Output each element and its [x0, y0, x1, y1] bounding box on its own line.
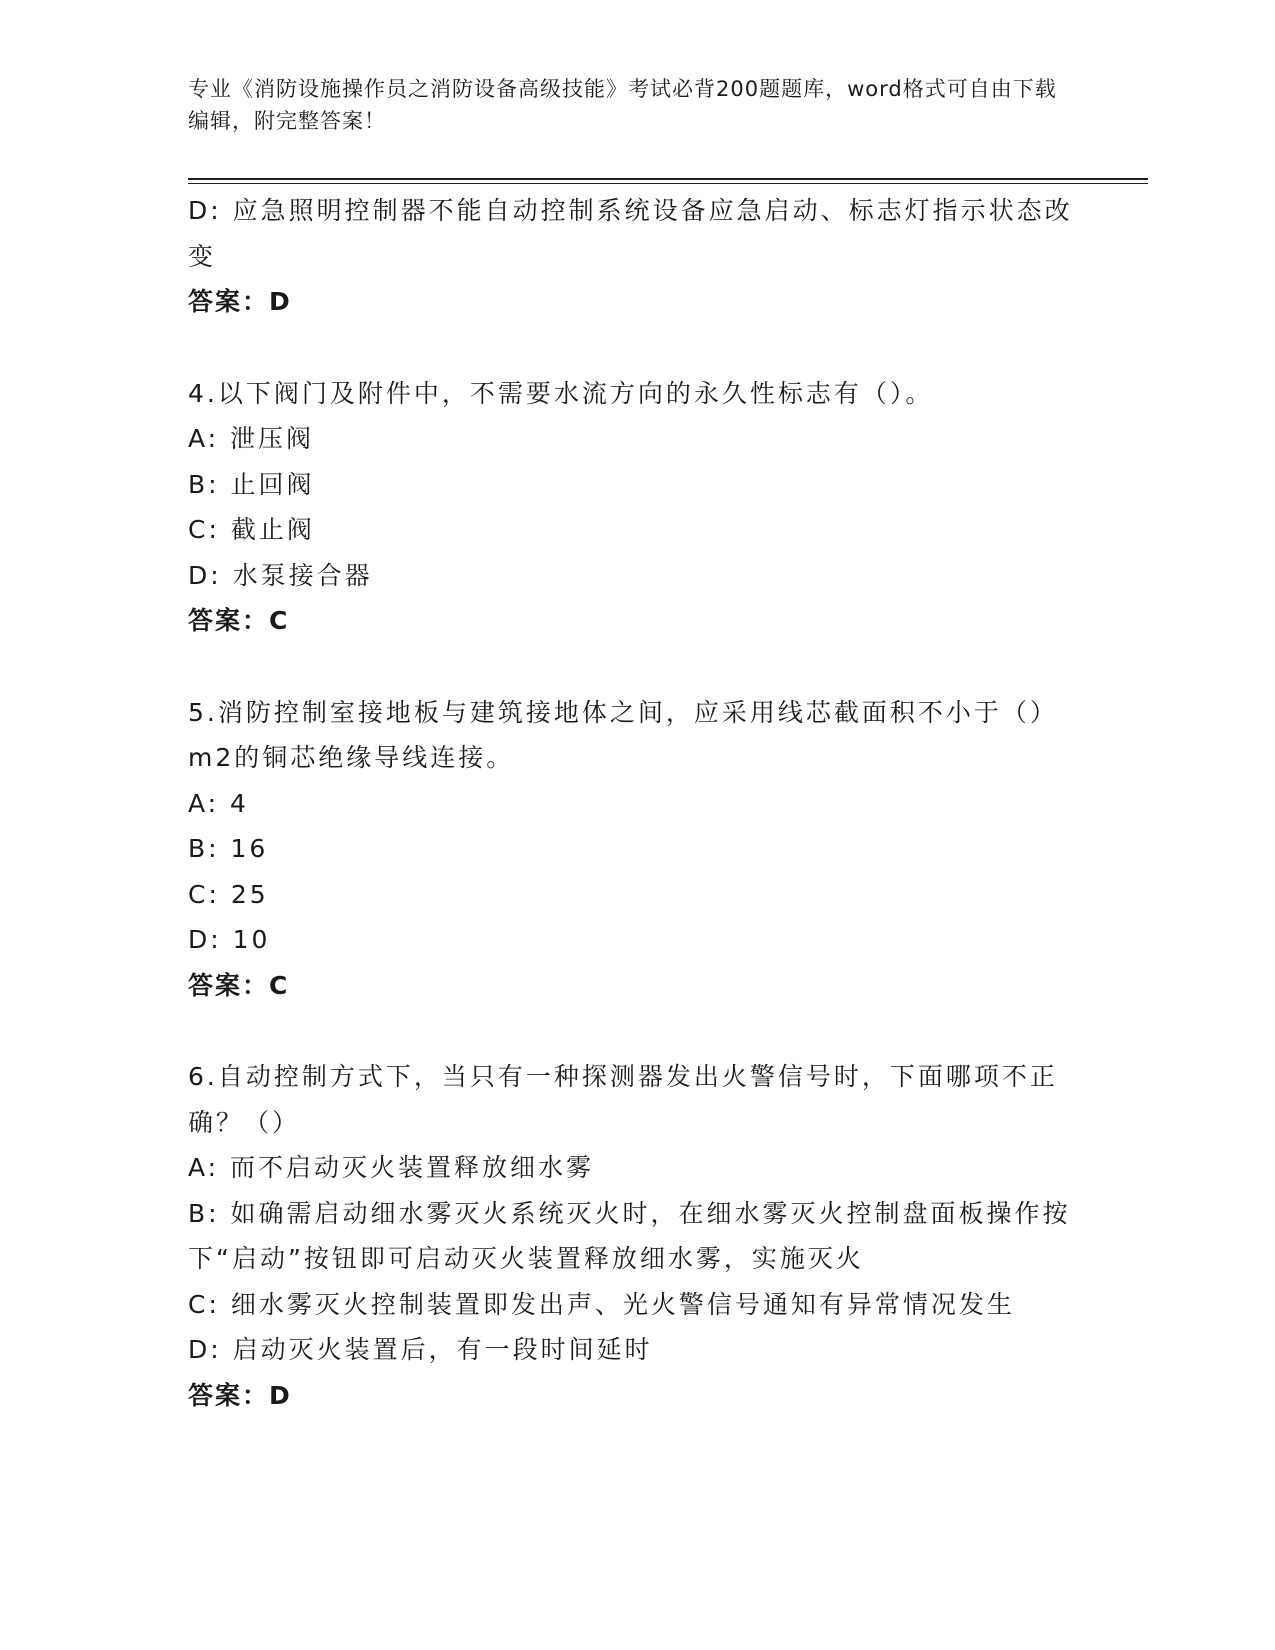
answer: 答案：D [188, 1380, 292, 1410]
question-stem: 6.自动控制方式下，当只有一种探测器发出火警信号时，下面哪项不正确？（） [188, 1062, 1058, 1137]
question-4 [188, 371, 1078, 644]
spacer [188, 644, 1078, 690]
answer: 答案：D [188, 287, 292, 316]
header-divider-bottom [188, 183, 1148, 184]
option-d: D: 启动灭火装置后，有一段时间延时 [188, 1335, 653, 1364]
question-6 [188, 1054, 1078, 1418]
option-a: A: 而不启动灭火装置释放细水雾 [188, 1153, 595, 1182]
question-content [188, 188, 1078, 1418]
question-stem: 5.消防控制室接地板与建筑接地体之间，应采用线芯截面积不小于（）m2的铜芯绝缘导线连接。 [188, 697, 1058, 772]
option-d: D: 10 [188, 925, 271, 954]
header-divider-top [188, 178, 1148, 180]
spacer [188, 1008, 1078, 1054]
option-c: C: 截止阀 [188, 515, 315, 544]
option-d: D: 水泵接合器 [188, 560, 373, 590]
option-c: C: 25 [188, 879, 269, 909]
option-b: B: 16 [188, 834, 269, 863]
spacer [188, 325, 1078, 371]
option-b: B: 止回阀 [188, 469, 315, 499]
option-a: A: 泄压阀 [188, 424, 315, 453]
question-5 [188, 690, 1078, 1009]
answer: 答案：C [188, 970, 290, 1000]
option-b: B: 如确需启动细水雾灭火系统灭火时，在细水雾灭火控制盘面板操作按下“启动”按钮即可启动灭火装置释放细水雾，实施灭火 [188, 1198, 1071, 1273]
prev-question [188, 188, 1078, 325]
option-a: A: 4 [188, 788, 249, 818]
document-header: 专业《消防设施操作员之消防设备高级技能》考试必背200题题库，word格式可自由下载编辑，附完整答案！ [188, 77, 1057, 133]
option-d: D: 应急照明控制器不能自动控制系统设备应急启动、标志灯指示状态改变 [188, 196, 1073, 271]
question-stem: 4.以下阀门及附件中，不需要水流方向的永久性标志有（）。 [188, 378, 934, 408]
option-c: C: 细水雾灭火控制装置即发出声、光火警信号通知有异常情况发生 [188, 1289, 1015, 1319]
answer: 答案：C [188, 606, 290, 635]
